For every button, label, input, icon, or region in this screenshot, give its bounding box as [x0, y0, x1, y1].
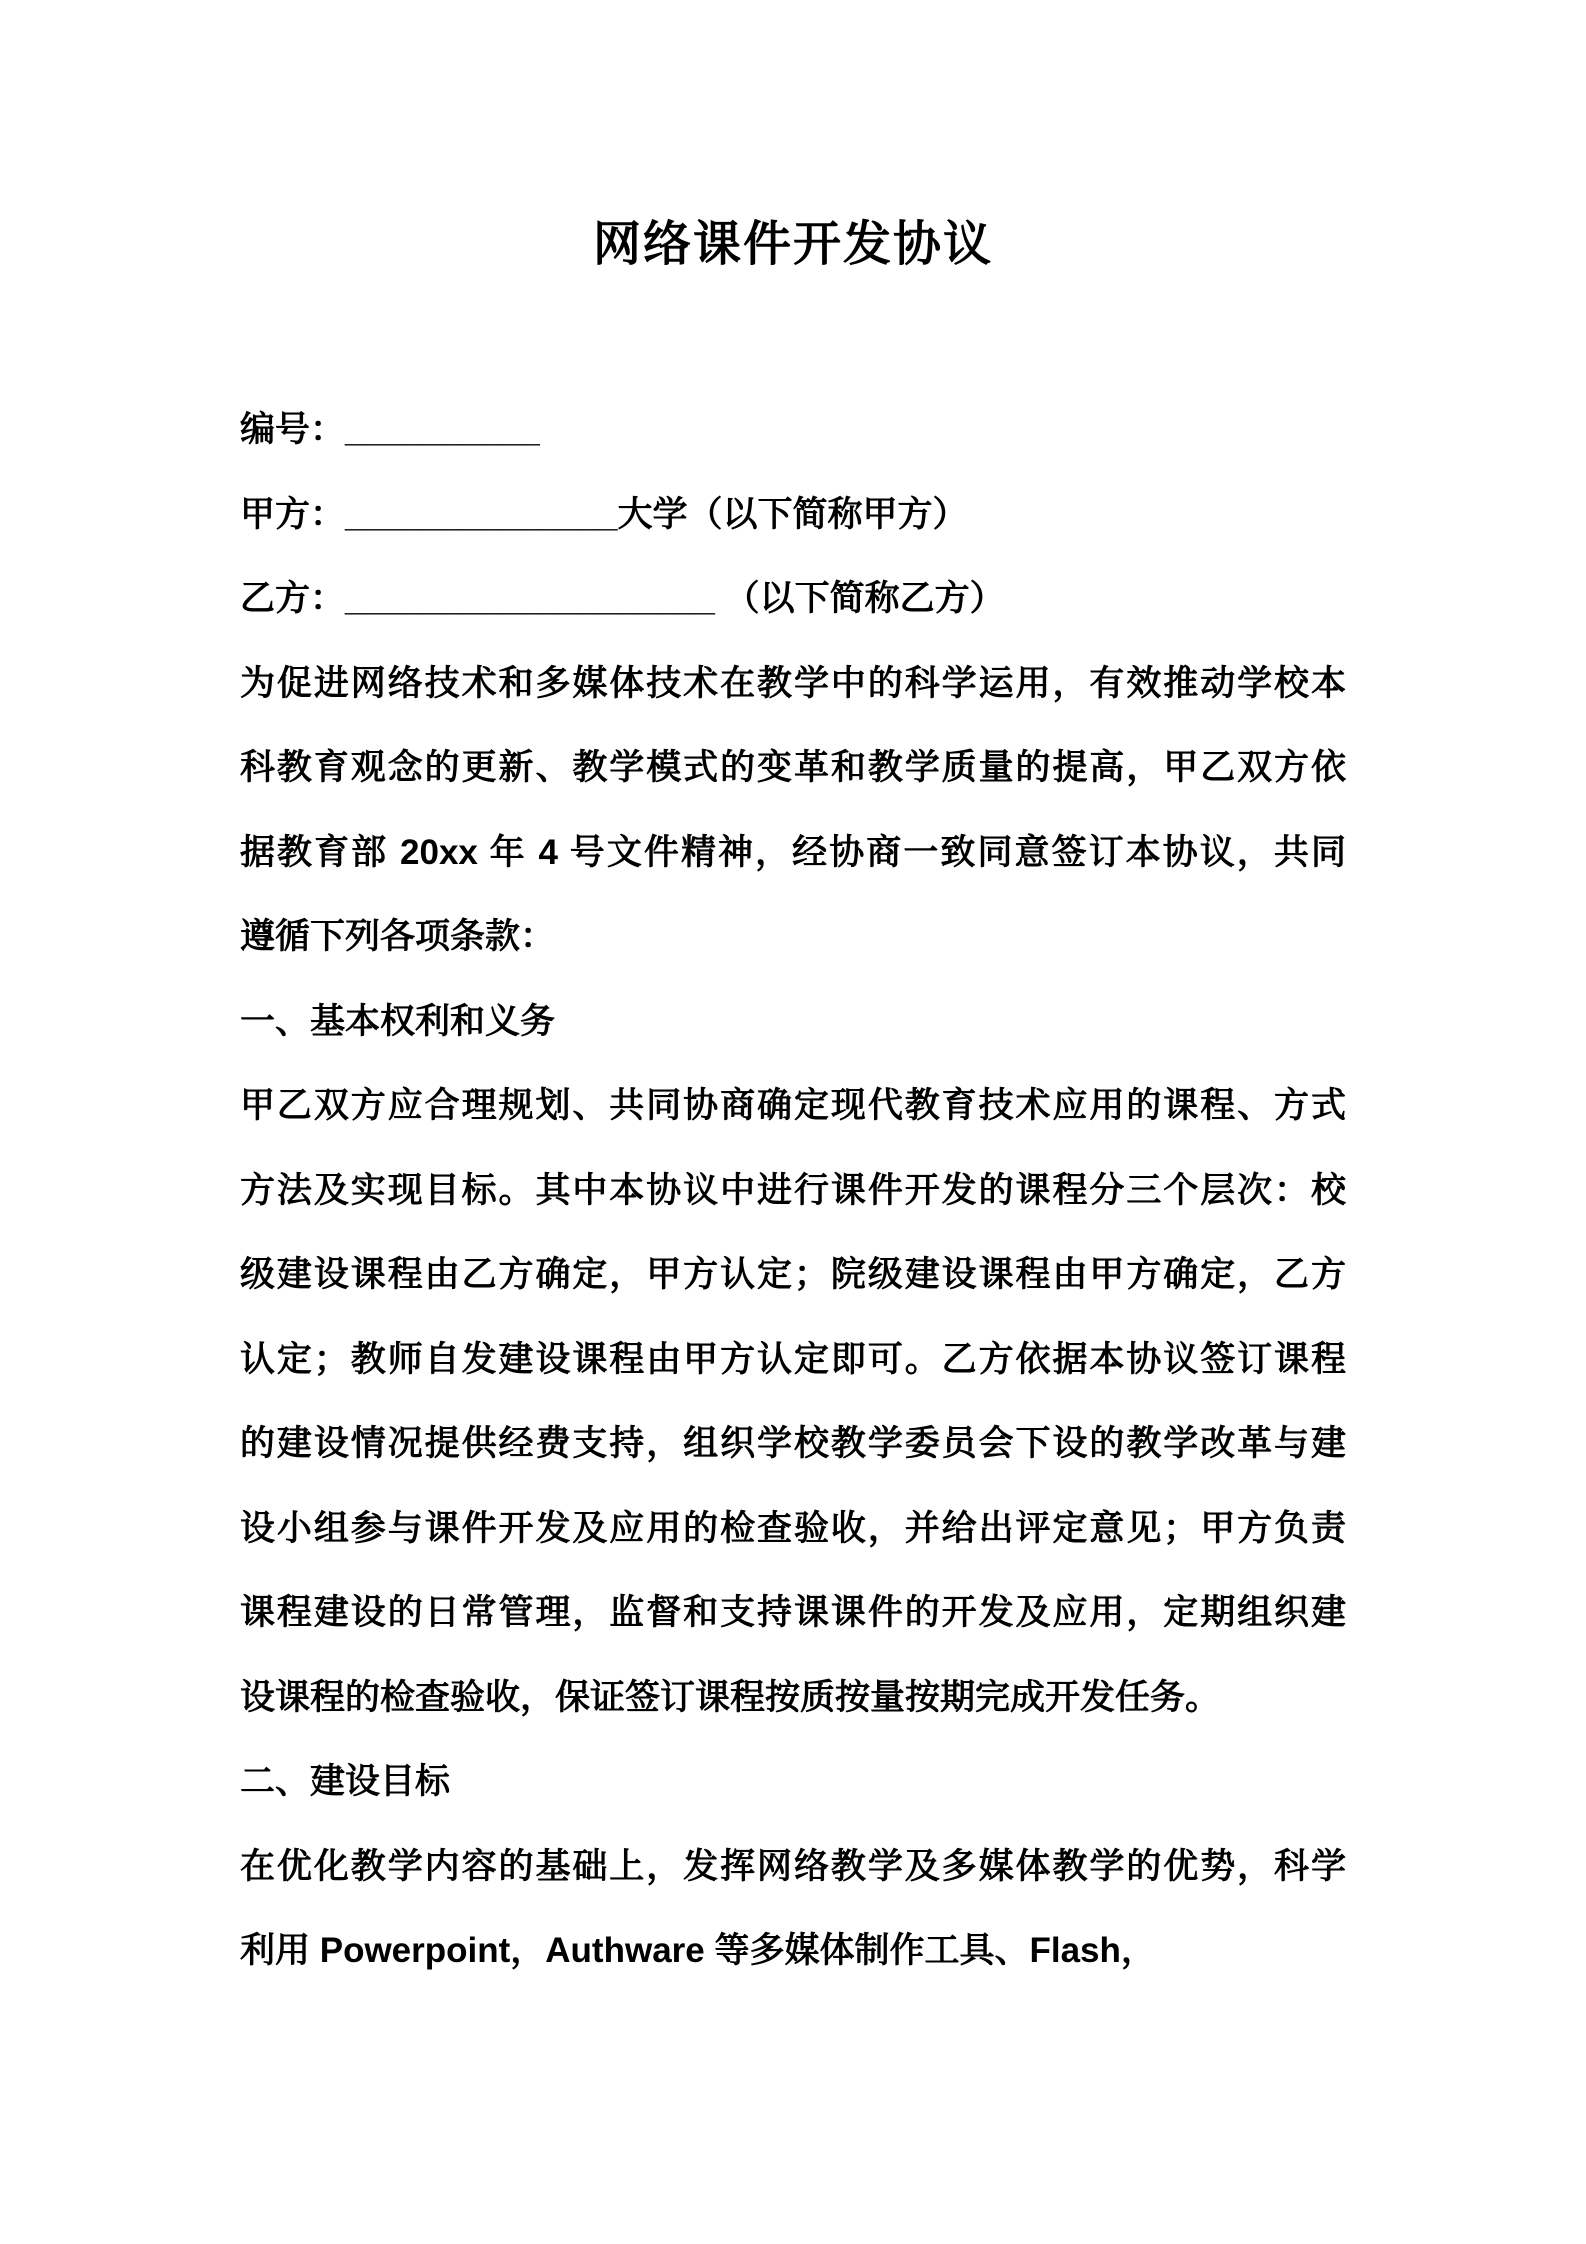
document-line: 的建设情况提供经费支持，组织学校教学委员会下设的教学改革与建	[240, 1424, 1346, 1463]
section-heading: 二、建设目标	[240, 1762, 451, 1801]
document-line: 为促进网络技术和多媒体技术在教学中的科学运用，有效推动学校本	[240, 663, 1346, 703]
document-line: 在优化教学内容的基础上，发挥网络教学及多媒体教学的优势，科学	[240, 1846, 1346, 1886]
document-line: 甲方：______________大学（以下简称甲方）	[240, 494, 968, 534]
document-line: 设课程的检查验收，保证签订课程按质按量按期完成开发任务。	[240, 1677, 1221, 1717]
document-line: 编号：__________	[240, 410, 540, 449]
document-line: 级建设课程由乙方确定，甲方认定；院级建设课程由甲方确定，乙方	[240, 1255, 1346, 1294]
document-line: 乙方：___________________ （以下简称乙方）	[240, 579, 1005, 618]
document-line: 利用 Powerpoint，Authware 等多媒体制作工具、Flash，	[240, 1931, 1156, 1970]
document-line: 据教育部 20xx 年 4 号文件精神，经协商一致同意签订本协议，共同	[240, 832, 1346, 872]
document-line: 课程建设的日常管理，监督和支持课课件的开发及应用，定期组织建	[240, 1593, 1346, 1632]
title-gap	[240, 287, 1346, 388]
document-line: 认定；教师自发建设课程由甲方认定即可。乙方依据本协议签订课程	[240, 1339, 1346, 1379]
section-heading: 一、基本权利和义务	[240, 1001, 556, 1041]
document-line: 方法及实现目标。其中本协议中进行课件开发的课程分三个层次：校	[240, 1170, 1346, 1210]
document-line: 设小组参与课件开发及应用的检查验收，并给出评定意见；甲方负责	[240, 1508, 1346, 1548]
document-line: 科教育观念的更新、教学模式的变革和教学质量的提高，甲乙双方依	[240, 748, 1346, 787]
document-title: 网络课件开发协议	[592, 218, 993, 271]
document-line: 遵循下列各项条款：	[240, 917, 556, 956]
document-body	[240, 388, 1346, 1994]
document-line: 甲乙双方应合理规划、共同协商确定现代教育技术应用的课程、方式	[240, 1086, 1346, 1125]
